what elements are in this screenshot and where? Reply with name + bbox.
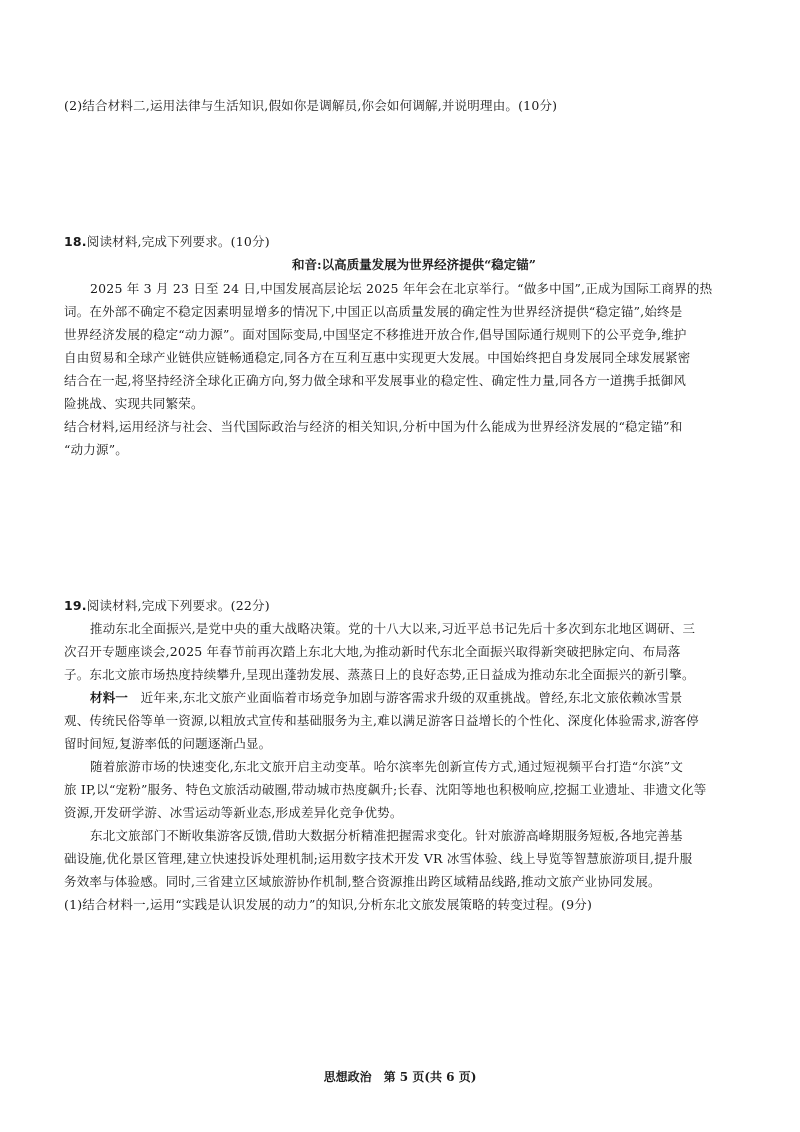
q19-paragraph-1 (64, 617, 764, 686)
q18-question (64, 415, 764, 461)
q19-line: 观、传统民俗等单一资源,以粗放式宣传和基础服务为主,难以满足游客日益增长的个性化、深度化体验需求,游客停 (64, 713, 699, 728)
q17-part2-question: (2)结合材料二,运用法律与生活知识,假如你是调解员,你会如何调解,并说明理由。(10分) (64, 98, 558, 113)
q19-paragraph-3 (64, 755, 764, 824)
q19-line: 留时间短,复游率低的问题逐渐凸显。 (64, 736, 272, 751)
q19-line: 础设施,优化景区管理,建立快速投诉处理机制;运用数字技术开发 VR 冰雪体验、线上导览等智慧旅游项目,提升服 (64, 851, 693, 866)
q18-header (64, 230, 764, 253)
page-footer: 思想政治 第 5 页(共 6 页) (323, 1070, 477, 1084)
q18-material-line: 2025 年 3 月 23 日至 24 日,中国发展高层论坛 2025 年年会在北京举行。“做多中国”,正成为国际工商界的热 (90, 281, 713, 296)
q18-intro: 阅读材料,完成下列要求。(10分) (86, 234, 270, 249)
q18-material-line: 结合在一起,将坚持经济全球化正确方向,努力做全球和平发展事业的稳定性、确定性力量,同各方一道携手抵御风 (64, 373, 687, 388)
q19-line: 旅 IP,以“宠粉”服务、特色文旅活动破圈,带动城市热度飙升;长春、沈阳等地也积极响应,挖掘工业遗址、非遗文化等 (64, 782, 707, 797)
q19-line: 务效率与体验感。同时,三省建立区域旅游协作机制,整合资源推出跨区域精品线路,推动文旅产业协同发展。 (64, 874, 661, 889)
q19-line (64, 686, 764, 709)
q17-part2-block (64, 94, 764, 117)
q18-material-line: 险挑战、实现共同繁荣。 (64, 396, 204, 411)
q19-line: 子。东北文旅市场热度持续攀升,呈现出蓬勃发展、蒸蒸日上的良好态势,正日益成为推动东北全面振兴的新引擎。 (64, 667, 695, 682)
q19-line: 随着旅游市场的快速变化,东北文旅开启主动变革。哈尔滨率先创新宣传方式,通过短视频平台打造“尔滨”文 (90, 759, 684, 774)
q18-number: 18. (64, 234, 87, 249)
q19-line: 东北文旅部门不断收集游客反馈,借助大数据分析精准把握需求变化。针对旅游高峰期服务短板,各地完善基 (90, 828, 683, 843)
q19-material-1 (64, 686, 764, 755)
q19-header (64, 594, 764, 617)
q19-part1-question: (1)结合材料一,运用“实践是认识发展的动力”的知识,分析东北文旅发展策略的转变过程。(9分) (64, 897, 593, 912)
q18-question-line: “动力源”。 (64, 442, 128, 457)
q18-question-line: 结合材料,运用经济与社会、当代国际政治与经济的相关知识,分析中国为什么能成为世界经济发展的“稳定锚”和 (64, 419, 683, 434)
q19-paragraph-4 (64, 824, 764, 893)
question-19 (64, 594, 764, 916)
q18-material (64, 277, 764, 415)
q18-material-line: 世界经济发展的稳定“动力源”。面对国际变局,中国坚定不移推进开放合作,倡导国际通行规则下的公平竞争,维护 (64, 327, 687, 342)
q19-intro: 阅读材料,完成下列要求。(22分) (86, 598, 270, 613)
q18-material-line: 自由贸易和全球产业链供应链畅通稳定,同各方在互利互惠中实现更大发展。中国始终把自身发展同全球发展紧密 (64, 350, 691, 365)
q19-line: 推动东北全面振兴,是党中央的重大战略决策。党的十八大以来,习近平总书记先后十多次到东北地区调研、三 (90, 621, 696, 636)
material-1-label: 材料一 (90, 690, 129, 705)
q19-number: 19. (64, 598, 87, 613)
q18-material-line: 词。在外部不确定不稳定因素明显增多的情况下,中国正以高质量发展的确定性为世界经济提供“稳定锚”,始终是 (64, 304, 683, 319)
q19-line: 资源,开发研学游、冰雪运动等新业态,形成差异化竞争优势。 (64, 805, 403, 820)
q18-material-title: 和音:以高质量发展为世界经济提供“稳定锚” (292, 257, 536, 272)
q19-line: 次召开专题座谈会,2025 年春节前再次踏上东北大地,为推动新时代东北全面振兴取得新突破把脉定向、布局落 (64, 644, 681, 659)
question-18 (64, 230, 764, 461)
q19-material-1-text: 近年来,东北文旅产业面临着市场竞争加剧与游客需求升级的双重挑战。曾经,东北文旅依赖冰雪景 (140, 690, 683, 705)
